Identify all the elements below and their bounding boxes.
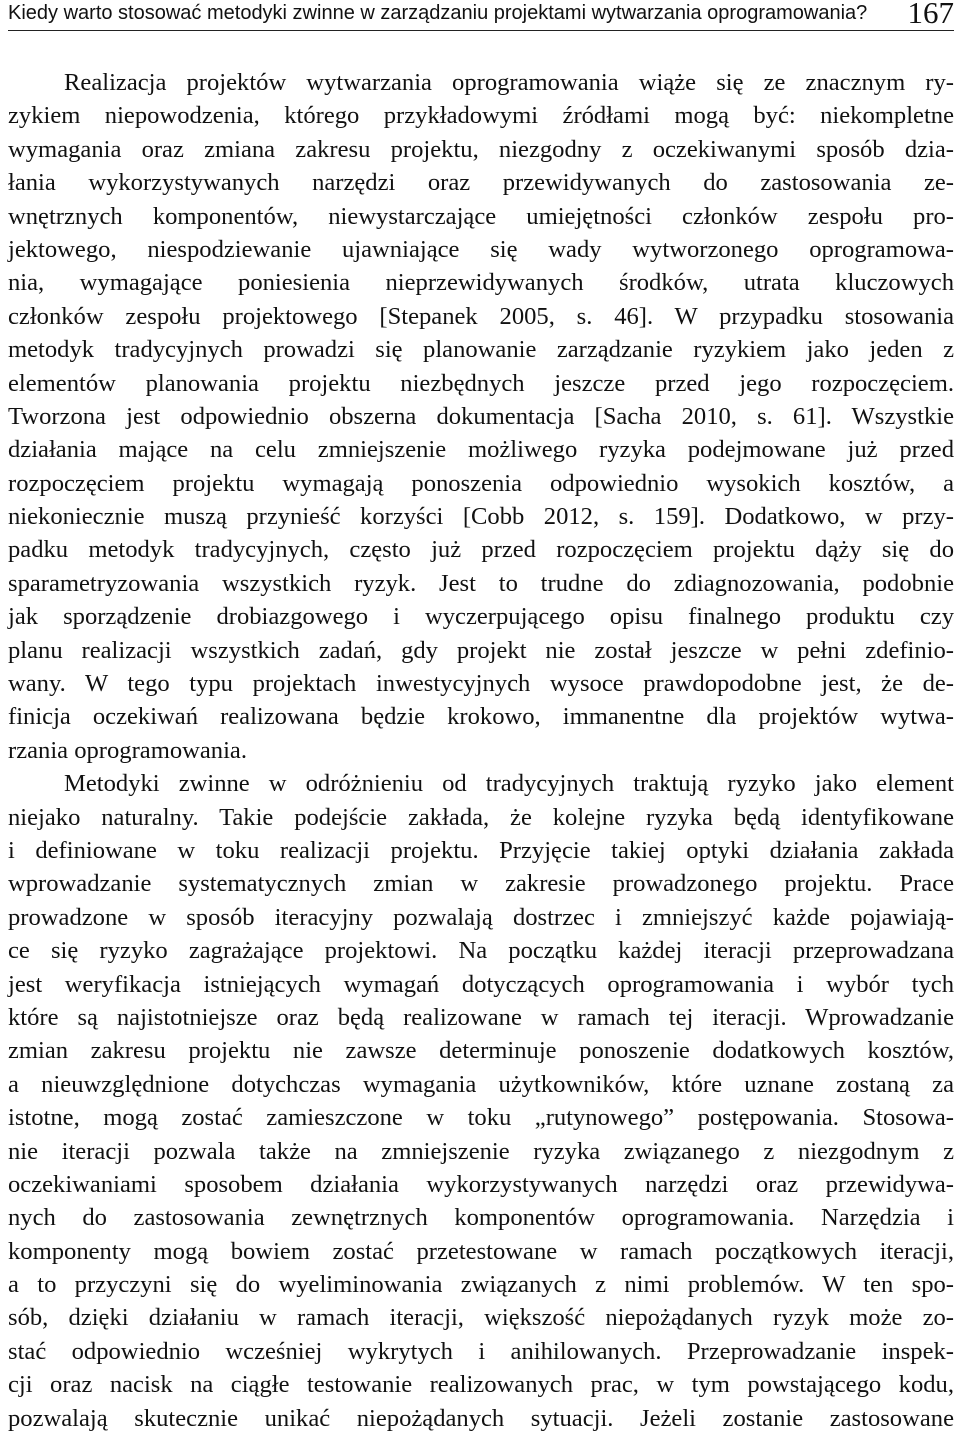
- text-line: sób, dzięki działaniu w ramach iteracji, większość niepożądanych ryzyk może zo-: [8, 1304, 954, 1332]
- text-line: niekoniecznie muszą przynieść korzyści [Cobb 2012, s. 159]. Dodatkowo, w przy-: [8, 503, 954, 531]
- text-line: wnętrznych komponentów, niewystarczające umiejętności członków zespołu pro-: [8, 202, 954, 230]
- text-line: jak sporządzenie drobiazgowego i wyczerpującego opisu finalnego produktu czy: [8, 603, 954, 631]
- text-line: sparametryzowania wszystkich ryzyk. Jest to trudne do zdiagnozowania, podobnie: [8, 569, 954, 597]
- text-line: metodyk tradycyjnych prowadzi się planowanie zarządzanie ryzykiem jako jeden z: [8, 336, 954, 364]
- text-line: łania wykorzystywanych narzędzi oraz przewidywanych do zastosowania ze-: [8, 169, 954, 197]
- text-line: zmian zakresu projektu nie zawsze determinuje ponoszenie dodatkowych kosztów,: [8, 1037, 954, 1065]
- text-line: wany. W tego typu projektach inwestycyjnych wysoce prawdopodobne jest, że de-: [8, 670, 954, 698]
- text-line: oczekiwaniami sposobem działania wykorzystywanych narzędzi oraz przewidywa-: [8, 1170, 954, 1198]
- text-line: elementów planowania projektu niezbędnych jeszcze przed jego rozpoczęciem.: [8, 369, 954, 397]
- text-line: ce się ryzyko zagrażające projektowi. Na początku każdej iteracji przeprowadzana: [8, 937, 954, 965]
- text-line: Realizacja projektów wytwarzania oprogramowania wiąże się ze znacznym ry-: [64, 69, 954, 96]
- text-line: nych do zastosowania zewnętrznych komponentów oprogramowania. Narzędzia i: [8, 1204, 954, 1232]
- text-line: istotne, mogą zostać zamieszczone w toku „rutynowego” postępowania. Stosowa-: [8, 1104, 954, 1132]
- page-number: 167: [907, 0, 954, 30]
- text-line: zykiem niepowodzenia, którego przykładowymi źródłami mogą być: niekompletne: [8, 102, 954, 130]
- text-line: wymagania oraz zmiana zakresu projektu, niezgodny z oczekiwanymi sposób dzia-: [8, 135, 954, 163]
- text-line: a to przyczyni się do wyeliminowania związanych z nimi problemów. W ten spo-: [8, 1271, 954, 1299]
- text-line: padku metodyk tradycyjnych, często już przed rozpoczęciem projektu dąży się do: [8, 536, 954, 564]
- text-line: działania mające na celu zmniejszenie możliwego ryzyka podejmowane już przed: [8, 436, 954, 464]
- text-line: jektowego, niespodziewanie ujawniające się wady wytworzonego oprogramowa-: [8, 235, 954, 263]
- text-line: które są najistotniejsze oraz będą realizowane w ramach tej iteracji. Wprowadzanie: [8, 1003, 954, 1031]
- paragraph-2: [8, 767, 954, 1435]
- paragraph-1: [8, 66, 954, 767]
- running-header: [8, 0, 954, 31]
- text-line: nie iteracji pozwala także na zmniejszenie ryzyka związanego z niezgodnym z: [8, 1137, 954, 1165]
- text-line: wprowadzanie systematycznych zmian w zakresie prowadzonego projektu. Prace: [8, 870, 954, 898]
- text-line: niejako naturalny. Takie podejście zakłada, że kolejne ryzyka będą identyfikowane: [8, 803, 954, 831]
- running-title: Kiedy warto stosować metodyki zwinne w zarządzaniu projektami wytwarzania oprogramowania?: [8, 2, 868, 24]
- document-page: [8, 0, 954, 1440]
- text-line: prowadzone w sposób iteracyjny pozwalają dostrzec i zmniejszyć każde pojawiają-: [8, 903, 954, 931]
- text-line: Metodyki zwinne w odróżnieniu od tradycyjnych traktują ryzyko jako element: [64, 770, 954, 798]
- text-line: finicja oczekiwań realizowana będzie krokowo, immanentne dla projektów wytwa-: [8, 703, 954, 731]
- text-line: jest weryfikacja istniejących wymagań dotyczących oprogramowania i wybór tych: [8, 970, 954, 998]
- text-line: pozwalają skutecznie unikać niepożądanych sytuacji. Jeżeli zostanie zastosowane: [8, 1404, 954, 1432]
- text-line: Tworzona jest odpowiednio obszerna dokumentacja [Sacha 2010, s. 61]. Wszystkie: [8, 402, 954, 430]
- text-line: cji oraz nacisk na ciągłe testowanie realizowanych prac, w tym powstającego kodu,: [8, 1371, 954, 1399]
- text-line: rzania oprogramowania.: [8, 736, 247, 764]
- body-text: [8, 66, 954, 1435]
- text-line: komponenty mogą bowiem zostać przetestowane w ramach początkowych iteracji,: [8, 1237, 954, 1265]
- text-line: rozpoczęciem projektu wymagają ponoszenia odpowiednio wysokich kosztów, a: [8, 469, 954, 497]
- text-line: nia, wymagające poniesienia nieprzewidywanych środków, utrata kluczowych: [8, 269, 954, 297]
- text-line: planu realizacji wszystkich zadań, gdy projekt nie został jeszcze w pełni zdefinio-: [8, 636, 954, 664]
- text-line: a nieuwzględnione dotychczas wymagania użytkowników, które uznane zostaną za: [8, 1070, 954, 1098]
- text-line: i definiowane w toku realizacji projektu. Przyjęcie takiej optyki działania zakłada: [8, 836, 954, 864]
- text-line: stać odpowiednio wcześniej wykrytych i anihilowanych. Przeprowadzanie inspek-: [8, 1337, 954, 1365]
- text-line: członków zespołu projektowego [Stepanek 2005, s. 46]. W przypadku stosowania: [8, 302, 954, 330]
